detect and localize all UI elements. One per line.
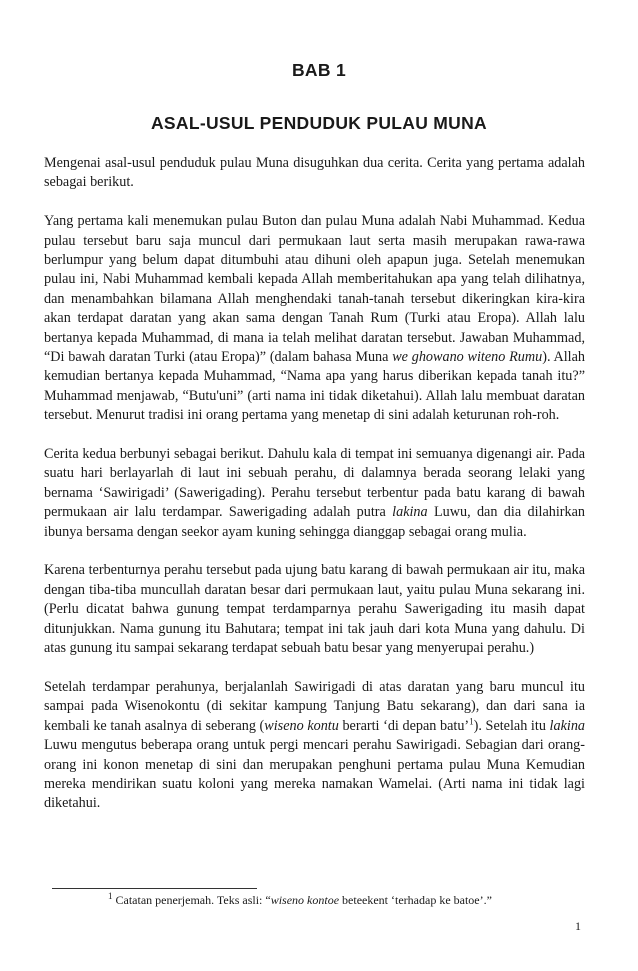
footnote-reference: 1	[469, 715, 474, 726]
italic-term: wiseno kontu	[264, 717, 339, 734]
chapter-heading: BAB 1	[291, 60, 346, 80]
chapter-title: ASAL-USUL PENDUDUK PULAU MUNA	[150, 113, 487, 133]
paragraph	[44, 445, 585, 542]
text-run: Karena terbenturnya perahu tersebut pada ujung batu karang di bawah permukaan air itu, maka dengan tiba-tiba muncullah daratan besar dari permukaan laut, yaitu pulau Muna sekarang ini. (Perlu dicatat bahwa gunung tempat terdamparnya perahu Sawerigading itu masih dapat ditunjukkan. Nama gunung itu Bahutara; tempat ini tak jauh dari kota Muna yang dahulu. Di atas gunung itu sampai sekarang terdapat sebuah batu besar yang menyerupai perahu.)	[44, 562, 585, 657]
text-run: Luwu mengutus beberapa orang untuk pergi mencari perahu Sawirigadi. Sebagian dari orang-orang ini konon menetap di sini dan merupakan penghuni pertama pulau Muna Kemudian mereka mendirikan suatu koloni yang mereka namakan Wamelai. (Arti nama ini tidak lagi diketahui.	[44, 737, 585, 812]
text-run: ). Allah kemudian bertanya kepada Muhammad, “Nama apa yang harus diberikan kepada tanah itu?” Muhammad menjawab, “Butu'uni” (arti nama ini tidak diketahui). Allah lalu membuat daratan tersebut. Menurut tradisi ini orang pertama yang menetap di sini adalah keturunan roh-roh.	[44, 349, 585, 424]
text-run: Cerita kedua berbunyi sebagai berikut. Dahulu kala di tempat ini semuanya digenangi air. Pada suatu hari berlayarlah di laut ini sebuah perahu, di dalamnya berada seorang lelaki yang bernama ‘Sawirigadi’ (Sawerigading). Perahu tersebut terbentur pada batu karang di bawah permukaan air lalu terdampar. Sawerigading adalah putra	[44, 446, 585, 521]
text-run: beteekent ‘terhadap ke batoe’.”	[339, 893, 492, 907]
paragraph	[44, 561, 585, 658]
paragraph	[44, 154, 585, 193]
italic-term: lakina	[392, 504, 428, 521]
text-run: ). Setelah itu	[473, 717, 550, 734]
text-run: berarti ‘di depan batu’	[338, 717, 470, 734]
body-text	[44, 154, 585, 814]
italic-term: lakina	[549, 717, 586, 734]
page-number: 1	[575, 919, 581, 933]
text-run: Setelah terdampar perahunya, berjalanlah Sawirigadi di atas daratan yang baru muncul itu sampai pada Wisenokontu (di sekitar kampung Tanjung Batu sekarang), dan dari sana ia kembali ke tanah asalnya di seberang (	[44, 678, 585, 734]
paragraph	[44, 678, 585, 814]
text-run: Yang pertama kali menemukan pulau Buton dan pulau Muna adalah Nabi Muhammad. Kedua pulau tersebut baru saja muncul dari permukaan laut serta masih merupakan rawa-rawa berlumpur yang belum dapat ditumbuhi atau dihuni oleh apapun juga. Setelah menemukan pulau ini, Nabi Muhammad kembali kepada Allah memberitahukan apa yang telah dilihatnya, dan menambahkan bilamana Allah menghendaki tanah-tanah tersebut dikeringkan kira-kira akan terdapat daratan yang akan sama dengan Tanah Rum (Turki atau Eropa). Allah lalu bertanya kepada Muhammad, di mana ia telah melihat daratan tersebut. Jawaban Muhammad, “Di bawah daratan Turki (atau Eropa)” (dalam bahasa Muna	[44, 213, 585, 366]
footnote-marker: 1	[108, 891, 113, 901]
text-run: Mengenai asal-usul penduduk pulau Muna disuguhkan dua cerita. Cerita yang pertama adalah sebagai berikut.	[44, 155, 585, 191]
italic-term: we ghowano witeno Rumu	[392, 349, 543, 366]
paragraph	[44, 212, 585, 425]
italic-term: wiseno kontoe	[270, 893, 340, 907]
text-run: Catatan penerjemah. Teks asli: “	[115, 893, 271, 907]
text-run: Luwu, dan dia dilahirkan ibunya bersama dengan seekor ayam kuning sehingga dianggap sebagai orang mulia.	[44, 504, 585, 540]
footnote	[108, 893, 588, 908]
footnote-divider	[52, 888, 257, 889]
